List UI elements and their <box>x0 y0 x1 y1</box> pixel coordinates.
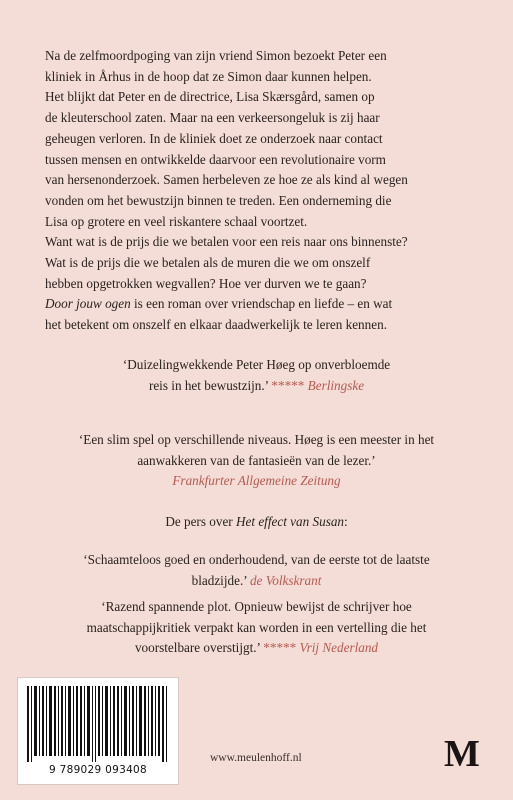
quote-text: maatschappijkritiek verpakt kan worden in een vertelling die het <box>86 619 427 635</box>
quote-text: voorstelbare overstijgt.’ <box>134 640 260 656</box>
review-quote-volkskrant <box>0 550 513 591</box>
quote-text: ‘Schaamteloos goed en onderhoudend, van de eerste tot de laatste <box>83 552 430 567</box>
review-quote-vrij-nederland <box>0 597 513 659</box>
press-suffix: : <box>344 514 348 529</box>
quote-text: aanwakkeren van de fantasieën van de lezer.’ <box>137 452 376 468</box>
rating-stars: ***** <box>271 377 305 393</box>
blurb-line: Na de zelfmoordpoging van zijn vriend Simon bezoekt Peter een <box>45 48 387 63</box>
blurb-line: Want wat is de prijs die we betalen voor een reis naar ons binnenste? <box>45 234 408 250</box>
press-book-title: Het effect van Susan <box>235 514 345 529</box>
blurb-line: Wat is de prijs die we betalen als de muren die we om onszelf <box>45 255 371 271</box>
blurb-line: Lisa op grotere en veel riskantere schaal voortzet. <box>45 213 308 229</box>
blurb-paragraph <box>45 46 485 336</box>
publisher-logo: M <box>444 733 480 775</box>
quote-source: Frankfurter Allgemeine Zeitung <box>172 473 341 489</box>
blurb-line: vonden om het bewustzijn binnen te treden. Een onderneming die <box>45 192 392 208</box>
quote-text: reis in het bewustzijn.’ <box>148 377 269 393</box>
blurb-line: is een roman over vriendschap en liefde – en wat <box>130 296 393 312</box>
barcode-bars <box>25 686 171 762</box>
blurb-line: kliniek in Århus in de hoop dat ze Simon daar kunnen helpen. <box>45 68 372 84</box>
blurb-line: Het blijkt dat Peter en de directrice, Lisa Skærsgård, samen op <box>45 89 375 105</box>
quote-source: Vrij Nederland <box>299 640 379 656</box>
review-quote-faz <box>0 430 513 492</box>
quote-source: Berlingske <box>307 377 365 393</box>
blurb-line: de kleuterschool zaten. Maar na een verkeersongeluk is zij haar <box>45 110 380 126</box>
isbn-barcode <box>17 677 179 785</box>
blurb-line: van hersenonderzoek. Samen herbeleven ze hoe ze als kind al wegen <box>45 172 408 188</box>
quote-text: bladzijde.’ <box>191 572 247 588</box>
review-quote-berlingske <box>0 355 513 396</box>
press-prefix: De pers over <box>165 514 236 529</box>
blurb-line: geheugen verloren. In de kliniek doet ze onderzoek naar contact <box>45 130 383 146</box>
book-blurb <box>45 46 485 336</box>
press-heading <box>0 512 513 533</box>
blurb-line: het betekent om onszelf en elkaar daadwerkelijk te leren kennen. <box>45 317 387 333</box>
quote-text: ‘Razend spannende plot. Opnieuw bewijst de schrijver hoe <box>101 599 412 614</box>
book-title: Door jouw ogen <box>45 296 131 312</box>
rating-stars: ***** <box>263 640 297 656</box>
quote-text: ‘Duizelingwekkende Peter Høeg op onverbloemde <box>122 357 391 372</box>
isbn-number: 9 789029 093408 <box>48 764 148 776</box>
blurb-line: hebben opgetrokken wegvallen? Hoe ver durven we te gaan? <box>45 275 367 291</box>
quote-source: de Volkskrant <box>249 572 322 588</box>
blurb-line: tussen mensen en ontwikkelde daarvoor een revolutionaire vorm <box>45 151 386 167</box>
publisher-url[interactable]: www.meulenhoff.nl <box>210 752 302 764</box>
quote-text: ‘Een slim spel op verschillende niveaus. Høeg is een meester in het <box>78 432 435 447</box>
